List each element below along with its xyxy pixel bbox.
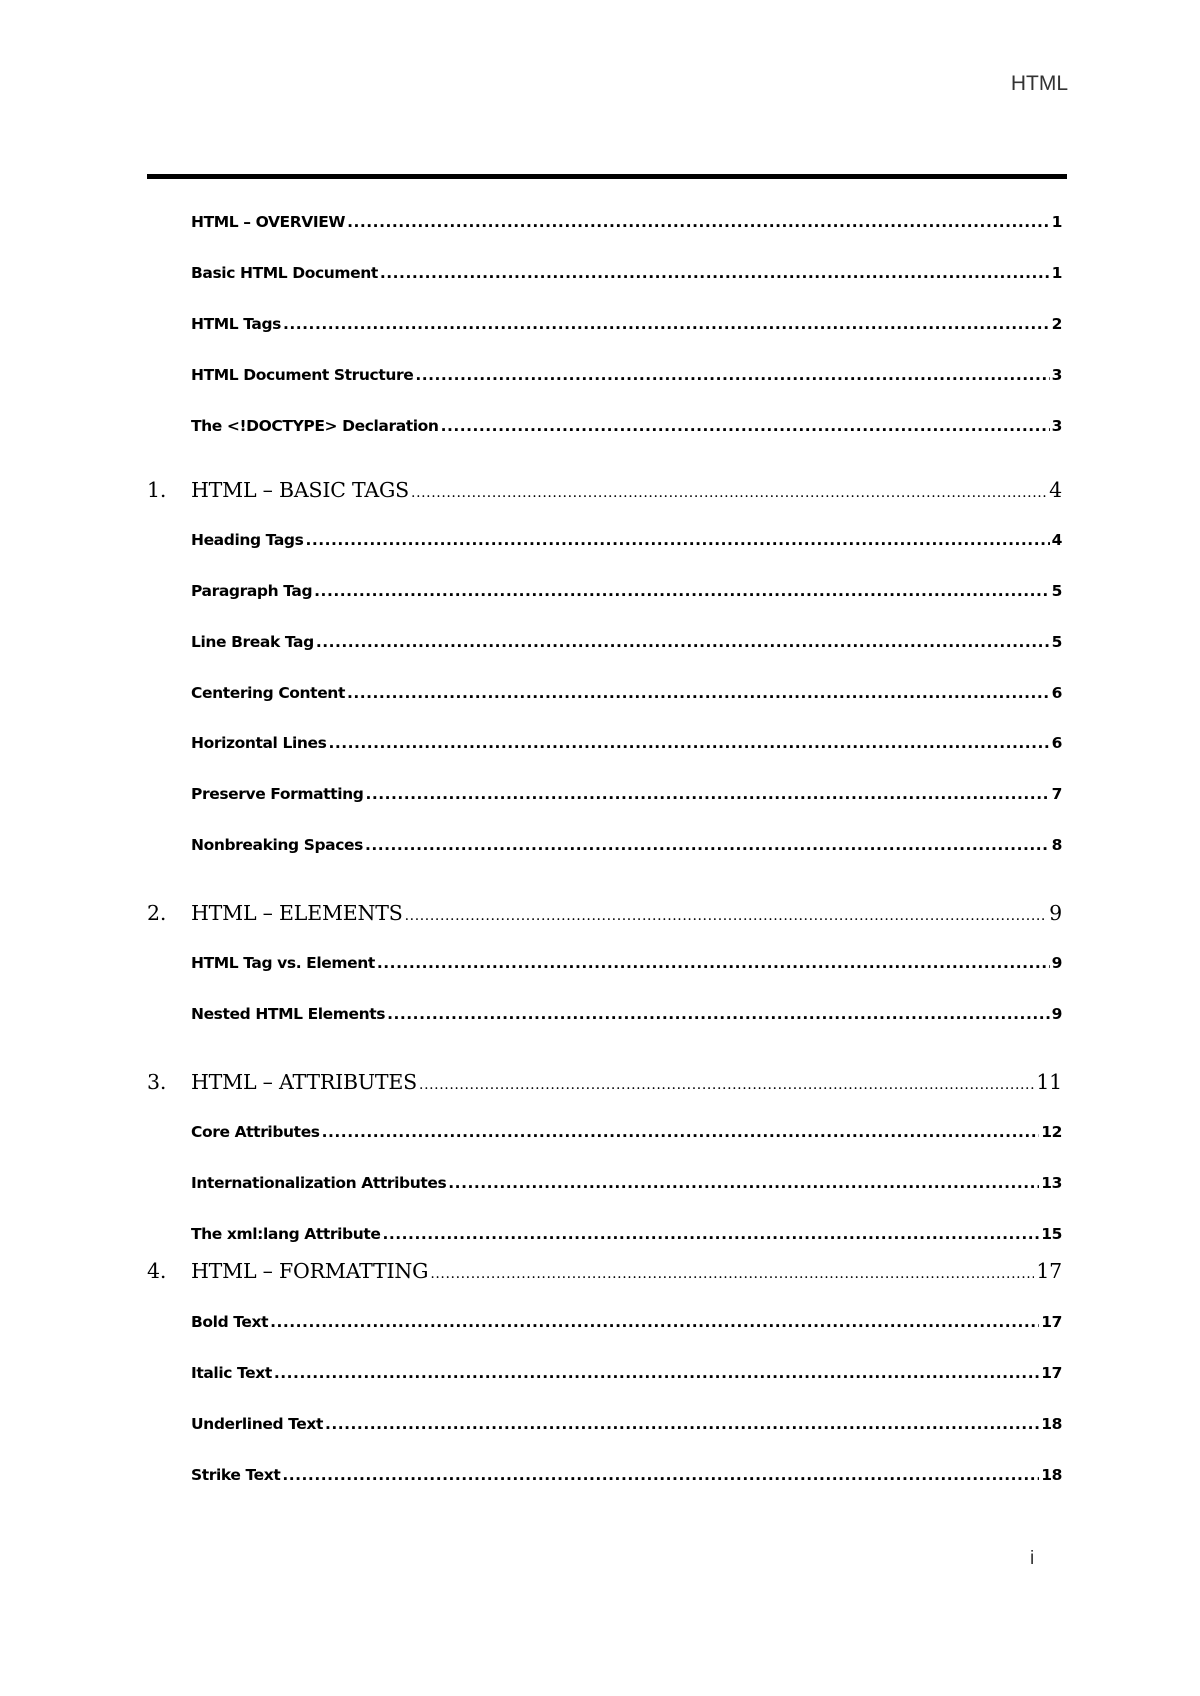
toc-dot-leader [365, 836, 1050, 854]
toc-dot-leader [325, 1415, 1039, 1433]
toc-entry-page-number: 17 [1041, 1364, 1062, 1382]
toc-entry-page-number: 3 [1051, 417, 1062, 435]
toc-entry-label: The <!DOCTYPE> Declaration [191, 417, 439, 435]
toc-section-entry[interactable] [147, 1174, 1062, 1192]
toc-chapter-entry[interactable] [147, 478, 1062, 502]
toc-dot-leader [419, 1077, 1034, 1093]
toc-entry-number: 4. [147, 1259, 167, 1283]
toc-dot-leader [347, 213, 1049, 231]
toc-entry-page-number: 6 [1051, 734, 1062, 752]
toc-chapter-entry[interactable] [147, 901, 1062, 925]
toc-dot-leader [365, 785, 1049, 803]
toc-entry-label: HTML – ATTRIBUTES [191, 1070, 418, 1094]
toc-entry-label: Internationalization Attributes [191, 1174, 447, 1192]
toc-dot-leader [415, 366, 1049, 384]
toc-entry-label: HTML – BASIC TAGS [191, 478, 410, 502]
toc-entry-number: 2. [147, 901, 167, 925]
toc-section-entry[interactable] [147, 633, 1062, 651]
toc-entry-page-number: 3 [1051, 366, 1062, 384]
toc-entry-label: Nonbreaking Spaces [191, 836, 363, 854]
toc-entry-label: Heading Tags [191, 531, 304, 549]
toc-entry-label: HTML – ELEMENTS [191, 901, 403, 925]
toc-entry-page-number: 9 [1051, 954, 1062, 972]
toc-entry-label: Strike Text [191, 1466, 281, 1484]
toc-dot-leader [430, 1266, 1034, 1282]
toc-entry-page-number: 1 [1051, 213, 1062, 231]
toc-chapter-entry[interactable] [147, 1070, 1062, 1094]
toc-entry-label: Italic Text [191, 1364, 272, 1382]
toc-entry-page-number: 5 [1051, 582, 1062, 600]
toc-entry-page-number: 4 [1051, 531, 1062, 549]
toc-section-entry[interactable] [147, 1364, 1062, 1382]
toc-entry-page-number: 8 [1051, 836, 1062, 854]
toc-section-entry[interactable] [147, 582, 1062, 600]
toc-entry-page-number: 5 [1051, 633, 1062, 651]
toc-section-entry[interactable] [147, 785, 1062, 803]
toc-dot-leader [328, 734, 1049, 752]
toc-section-entry[interactable] [147, 315, 1062, 333]
toc-dot-leader [448, 1174, 1039, 1192]
toc-dot-leader [441, 417, 1050, 435]
toc-entry-page-number: 11 [1036, 1070, 1062, 1094]
toc-entry-label: HTML – FORMATTING [191, 1259, 429, 1283]
toc-entry-label: Nested HTML Elements [191, 1005, 386, 1023]
toc-dot-leader [316, 633, 1050, 651]
toc-entry-label: HTML Tag vs. Element [191, 954, 375, 972]
toc-entry-label: Paragraph Tag [191, 582, 313, 600]
running-header-title: HTML [1010, 72, 1068, 95]
toc-dot-leader [283, 315, 1050, 333]
toc-entry-page-number: 13 [1041, 1174, 1062, 1192]
toc-entry-label: HTML Document Structure [191, 366, 414, 384]
toc-section-entry[interactable] [147, 1225, 1062, 1243]
toc-section-entry[interactable] [147, 734, 1062, 752]
toc-dot-leader [282, 1466, 1039, 1484]
toc-entry-page-number: 1 [1051, 264, 1062, 282]
toc-dot-leader [270, 1313, 1039, 1331]
toc-entry-page-number: 15 [1041, 1225, 1062, 1243]
toc-entry-number: 1. [147, 478, 167, 502]
toc-section-entry[interactable] [147, 1415, 1062, 1433]
toc-chapter-entry[interactable] [147, 1259, 1062, 1283]
toc-entry-page-number: 2 [1051, 315, 1062, 333]
toc-dot-leader [322, 1123, 1040, 1141]
toc-entry-page-number: 4 [1049, 478, 1062, 502]
toc-dot-leader [305, 531, 1049, 549]
toc-entry-label: Line Break Tag [191, 633, 314, 651]
toc-entry-number: 3. [147, 1070, 167, 1094]
toc-section-entry[interactable] [147, 264, 1062, 282]
toc-dot-leader [377, 954, 1050, 972]
toc-entry-page-number: 18 [1041, 1466, 1062, 1484]
toc-entry-label: Centering Content [191, 684, 345, 702]
toc-dot-leader [347, 684, 1050, 702]
toc-dot-leader [405, 908, 1048, 924]
toc-section-entry[interactable] [147, 213, 1062, 231]
toc-entry-page-number: 9 [1049, 901, 1062, 925]
toc-section-entry[interactable] [147, 836, 1062, 854]
page-number: i [1030, 1548, 1035, 1569]
toc-dot-leader [411, 485, 1047, 501]
toc-section-entry[interactable] [147, 954, 1062, 972]
toc-dot-leader [274, 1364, 1039, 1382]
toc-section-entry[interactable] [147, 1466, 1062, 1484]
toc-section-entry[interactable] [147, 1123, 1062, 1141]
toc-dot-leader [383, 1225, 1040, 1243]
toc-entry-page-number: 17 [1036, 1259, 1062, 1283]
toc-entry-label: HTML Tags [191, 315, 281, 333]
toc-section-entry[interactable] [147, 1313, 1062, 1331]
toc-entry-page-number: 6 [1051, 684, 1062, 702]
toc-section-entry[interactable] [147, 366, 1062, 384]
toc-entry-page-number: 7 [1051, 785, 1062, 803]
toc-entry-label: Bold Text [191, 1313, 269, 1331]
toc-dot-leader [387, 1005, 1049, 1023]
toc-entry-label: Core Attributes [191, 1123, 320, 1141]
toc-dot-leader [314, 582, 1049, 600]
toc-entry-label: Underlined Text [191, 1415, 323, 1433]
toc-entry-page-number: 12 [1041, 1123, 1062, 1141]
toc-entry-label: Horizontal Lines [191, 734, 327, 752]
toc-dot-leader [380, 264, 1050, 282]
toc-entry-label: HTML – OVERVIEW [191, 213, 346, 231]
toc-entry-label: Preserve Formatting [191, 785, 364, 803]
toc-entry-page-number: 9 [1051, 1005, 1062, 1023]
toc-section-entry[interactable] [147, 531, 1062, 549]
toc-entry-page-number: 17 [1041, 1313, 1062, 1331]
toc-section-entry[interactable] [147, 684, 1062, 702]
toc-entry-page-number: 18 [1041, 1415, 1062, 1433]
toc-section-entry[interactable] [147, 417, 1062, 435]
toc-section-entry[interactable] [147, 1005, 1062, 1023]
toc-entry-label: The xml:lang Attribute [191, 1225, 381, 1243]
toc-entry-label: Basic HTML Document [191, 264, 378, 282]
